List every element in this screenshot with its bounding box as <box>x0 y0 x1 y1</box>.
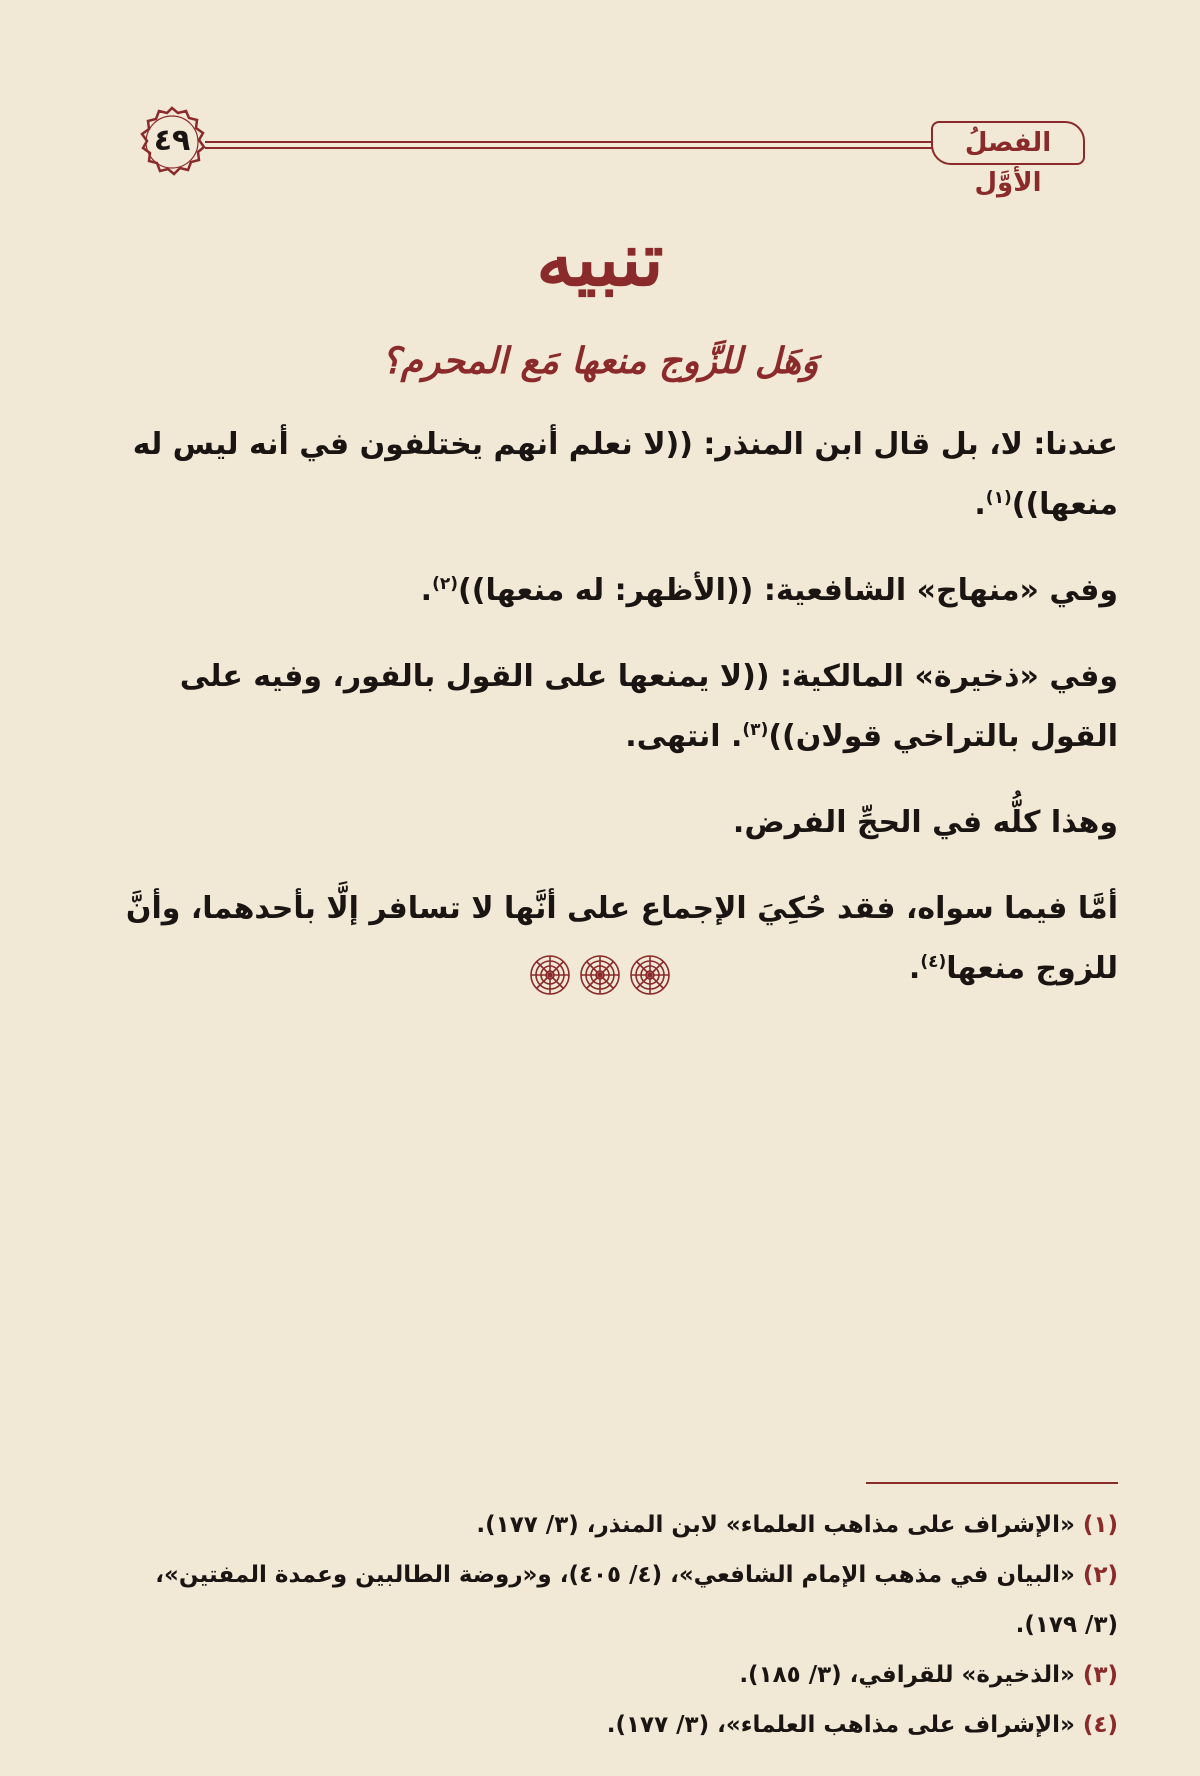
paragraph-3 <box>118 647 1118 767</box>
footnote-number: (٣) <box>1082 1662 1118 1688</box>
footnote-rule <box>866 1482 1118 1484</box>
footnote-ref-1[interactable]: (١) <box>985 488 1012 508</box>
footnote-1 <box>118 1500 1118 1550</box>
rosette-ornament-icon <box>528 953 572 997</box>
page-number-badge <box>135 105 209 179</box>
paragraph-5-text: أمَّا فيما سواه، فقد حُكِيَ الإجماع على أنَّها لا تسافر إلَّا بأحدهما، وأنَّ للزوج منعها <box>125 891 1118 986</box>
paragraph-2 <box>118 561 1118 621</box>
footnote-number: (٢) <box>1082 1562 1118 1588</box>
paragraph-1-text: عندنا: لا، بل قال ابن المنذر: ((لا نعلم أنهم يختلفون في أنه ليس له منعها)) <box>132 427 1118 522</box>
footnote-number: (٤) <box>1082 1712 1118 1738</box>
paragraph-4-text: وهذا كلُّه في الحجِّ الفرض. <box>732 805 1118 840</box>
footnote-ref-2[interactable]: (٢) <box>432 574 459 594</box>
footnote-ref-4[interactable]: (٤) <box>920 952 947 972</box>
footnote-number: (١) <box>1082 1512 1118 1538</box>
rosette-ornament-icon <box>628 953 672 997</box>
section-divider <box>0 953 1200 997</box>
section-subtitle: وَهَل للزَّوج منعها مَع المحرم؟ <box>381 340 819 382</box>
footnote-text: «البيان في مذهب الإمام الشافعي»، (٤/ ٤٠٥)، و«روضة الطالبين وعمدة المفتين»، (٣/ ١٧٩). <box>155 1562 1118 1638</box>
footnote-text: «الذخيرة» للقرافي، (٣/ ١٨٥). <box>739 1662 1075 1688</box>
footnote-ref-3[interactable]: (٣) <box>742 720 769 740</box>
footnote-text: «الإشراف على مذاهب العلماء» لابن المنذر، (٣/ ١٧٧). <box>476 1512 1075 1538</box>
section-title: تنبيه <box>536 217 664 303</box>
paragraph-5-end: . <box>908 951 921 986</box>
page-header <box>135 105 1085 198</box>
paragraph-2-end: . <box>420 573 433 608</box>
paragraph-2-text: وفي «منهاج» الشافعية: ((الأظهر: له منعها)) <box>458 573 1118 608</box>
page-number: ٤٩ <box>153 123 191 158</box>
paragraph-4 <box>118 793 1118 853</box>
footnotes <box>118 1500 1118 1750</box>
rosette-ornament-icon <box>578 953 622 997</box>
header-rule <box>205 141 965 149</box>
body-text <box>118 415 1118 999</box>
footnote-3 <box>118 1650 1118 1700</box>
footnote-4 <box>118 1700 1118 1750</box>
paragraph-1 <box>118 415 1118 535</box>
paragraph-3-end: . انتهى. <box>625 719 743 754</box>
footnote-text: «الإشراف على مذاهب العلماء»، (٣/ ١٧٧). <box>606 1712 1075 1738</box>
paragraph-3-text: وفي «ذخيرة» المالكية: ((لا يمنعها على القول بالفور، وفيه على القول بالتراخي قولان)) <box>179 659 1118 754</box>
paragraph-1-end: . <box>974 487 986 522</box>
chapter-label: الفصلُ الأوَّل <box>931 121 1085 165</box>
footnote-2 <box>118 1550 1118 1650</box>
